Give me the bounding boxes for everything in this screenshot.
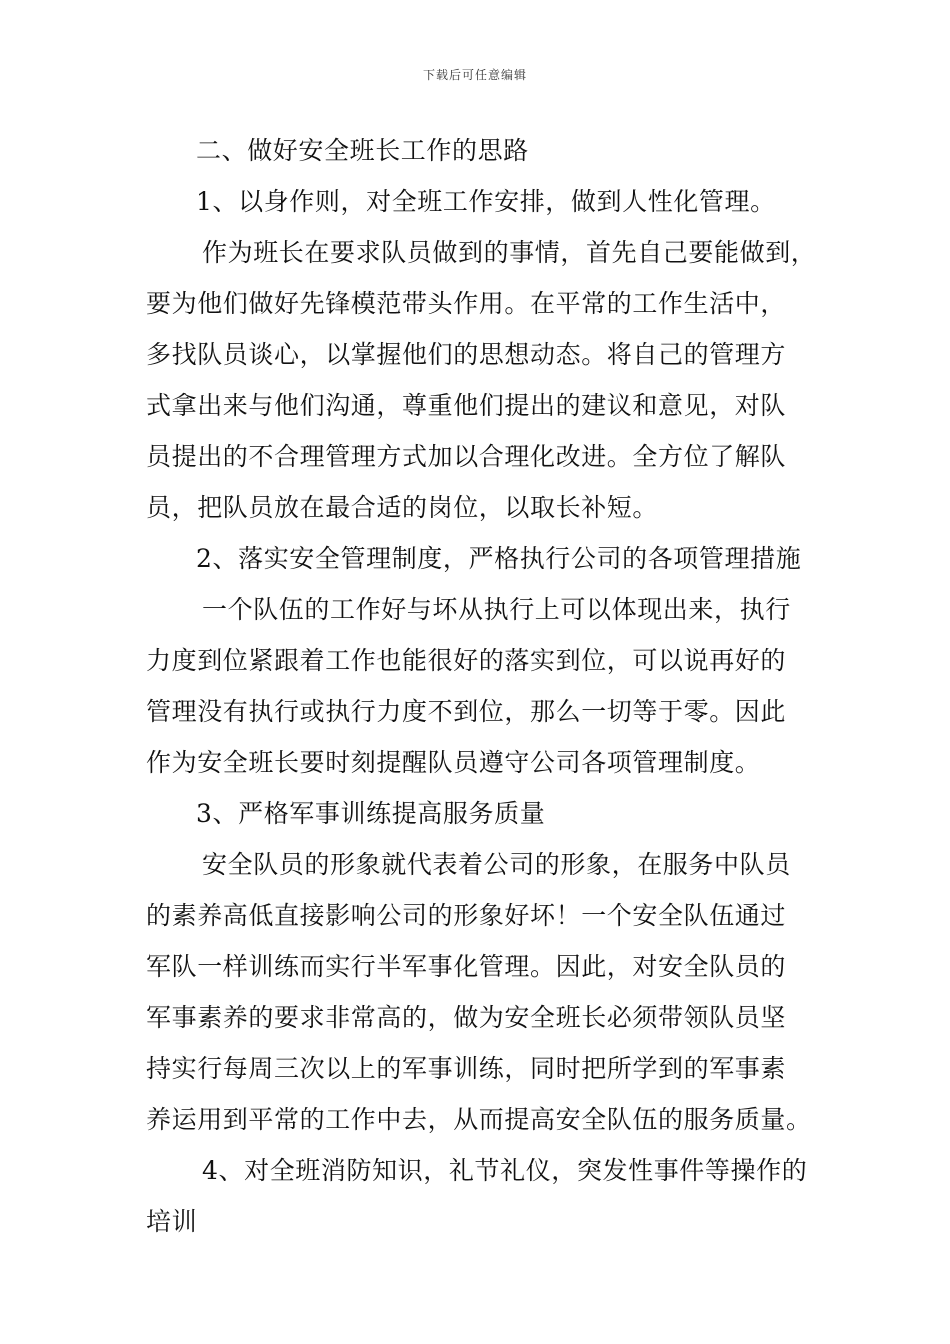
paragraph-line: 员提出的不合理管理方式加以合理化改进。全方位了解队 xyxy=(146,442,787,471)
paragraph-line: 一个队伍的工作好与坏从执行上可以体现出来，执行 xyxy=(202,595,791,624)
paragraph-line: 多找队员谈心，以掌握他们的思想动态。将自己的管理方 xyxy=(146,340,787,369)
item-heading-2: 2、落实安全管理制度，严格执行公司的各项管理措施 xyxy=(196,544,802,573)
paragraph-line: 要为他们做好先锋模范带头作用。在平常的工作生活中， xyxy=(146,289,787,318)
paragraph-line: 军队一样训练而实行半军事化管理。因此，对安全队员的 xyxy=(146,952,787,981)
paragraph-line: 的素养高低直接影响公司的形象好坏！一个安全队伍通过 xyxy=(146,901,787,930)
document-body xyxy=(146,128,817,1250)
paragraph-line: 作为安全班长要时刻提醒队员遵守公司各项管理制度。 xyxy=(146,748,761,777)
section-heading: 二、做好安全班长工作的思路 xyxy=(196,136,529,165)
paragraph-line: 力度到位紧跟着工作也能很好的落实到位，可以说再好的 xyxy=(146,646,787,675)
paragraph-line: 养运用到平常的工作中去，从而提高安全队伍的服务质量。 xyxy=(146,1105,812,1134)
item-heading-4: 4、对全班消防知识，礼节礼仪，突发性事件等操作的 xyxy=(202,1156,808,1185)
header-note: 下载后可任意编辑 xyxy=(422,68,527,82)
paragraph-line: 持实行每周三次以上的军事训练，同时把所学到的军事素 xyxy=(146,1054,787,1083)
paragraph-line: 作为班长在要求队员做到的事情，首先自己要能做到， xyxy=(202,238,817,267)
paragraph-line: 式拿出来与他们沟通，尊重他们提出的建议和意见，对队 xyxy=(146,391,787,420)
item-heading-3: 3、严格军事训练提高服务质量 xyxy=(196,799,546,828)
item-heading-1: 1、以身作则，对全班工作安排，做到人性化管理。 xyxy=(196,187,776,216)
paragraph-line: 管理没有执行或执行力度不到位，那么一切等于零。因此 xyxy=(146,697,787,726)
paragraph-line: 安全队员的形象就代表着公司的形象，在服务中队员 xyxy=(202,850,791,879)
paragraph-line: 军事素养的要求非常高的，做为安全班长必须带领队员坚 xyxy=(146,1003,787,1032)
paragraph-line: 员，把队员放在最合适的岗位，以取长补短。 xyxy=(146,493,659,522)
paragraph-line: 培训 xyxy=(146,1207,198,1236)
